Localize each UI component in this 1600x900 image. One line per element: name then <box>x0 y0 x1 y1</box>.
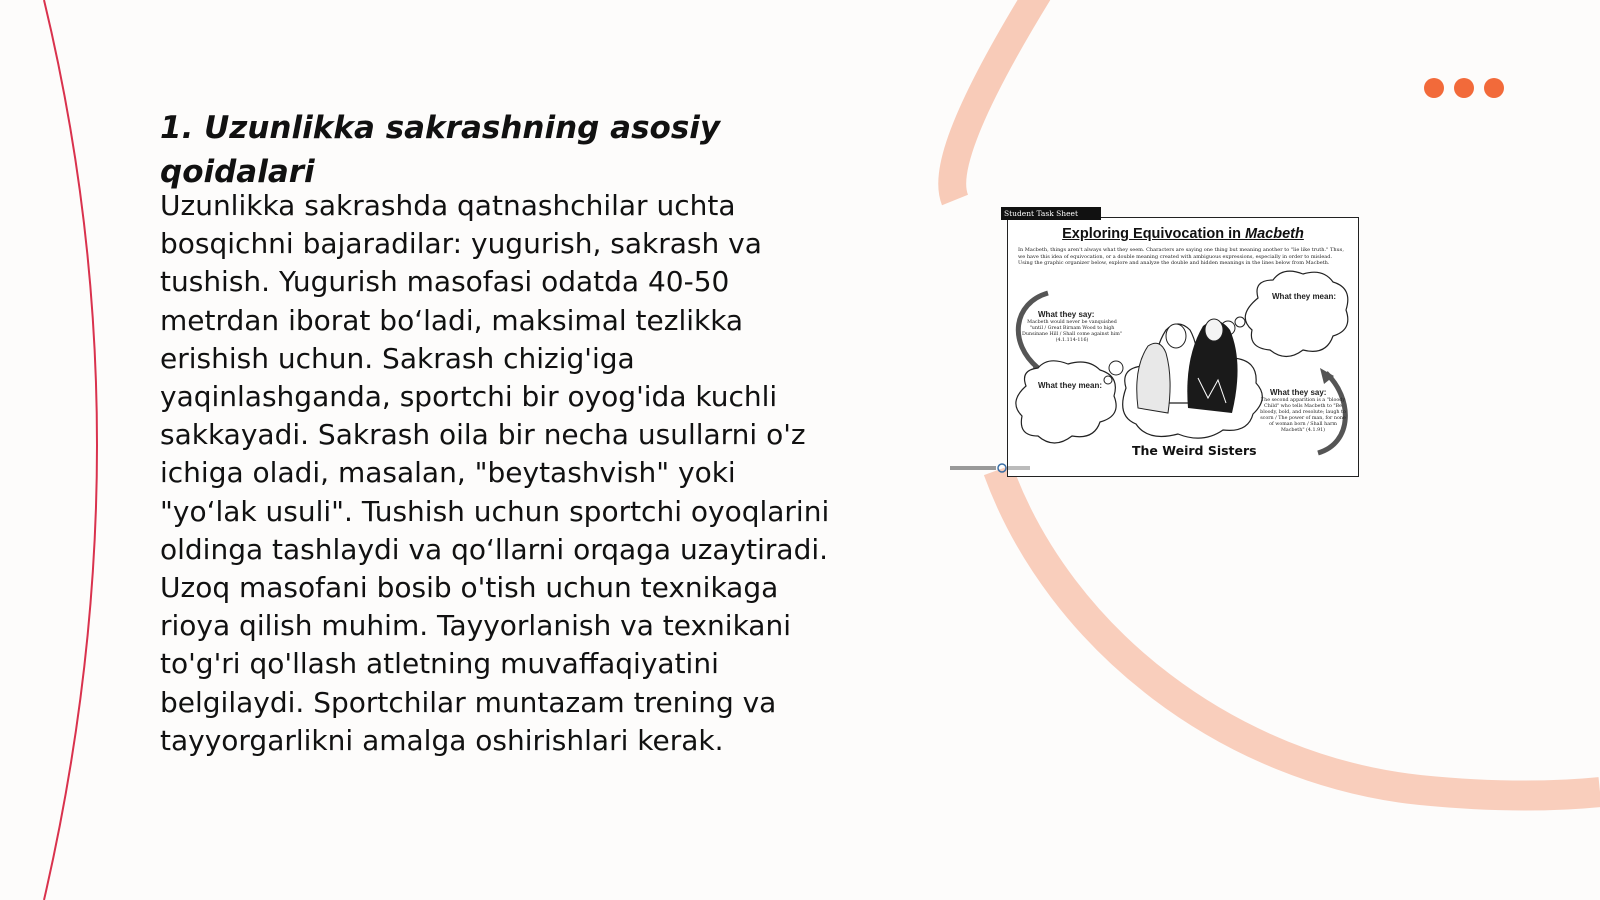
worksheet-intro: In Macbeth, things aren't always what they seem. Characters are saying one thing but meaning another to "lie like truth." Thus, we have this idea of equivocation, or a double meaning created with ambiguous expressions, especially in order to mislead. Using the graphic organizer below, explore and analyze the double and hidden meanings in the lines below from Macbeth. <box>1018 247 1344 267</box>
slide-title: 1. Uzunlikka sakrashning asosiy qoidalari <box>160 110 721 190</box>
dots-menu-icon <box>1424 78 1504 98</box>
right-mean-label: What they mean: <box>1272 292 1337 301</box>
dot-icon <box>1454 78 1474 98</box>
worksheet-title-prefix: Exploring Equivocation in <box>1062 226 1246 242</box>
left-say-label: What they say: <box>1038 310 1095 319</box>
cloud-bubble-top-right <box>1245 271 1348 356</box>
storyboard-logo-icon <box>950 462 1030 474</box>
dot-icon <box>1484 78 1504 98</box>
right-say-label: What they say: <box>1270 388 1327 397</box>
left-mean-label: What they mean: <box>1038 381 1103 390</box>
weird-sisters-illustration <box>1137 319 1238 413</box>
worksheet-tab-label: Student Task Sheet <box>1001 207 1101 220</box>
slide-body-text: Uzunlikka sakrashda qatnashchilar uchta bosqichni bajaradilar: yugurish, sakrash va tushish. Yugurish masofasi odatda 40-50 metrdan iborat bo‘ladi, maksimal tezlikka erishish uchun. Sakrash chizig'iga yaqinlashganda, sportchi bir oyog'ida kuchli sakkayadi. Sakrash oila bir necha usullarni o'z ichiga oladi, masalan, "beytashvish" yoki "yo‘lak usuli". Tushish uchun sportchi oyoqlarini oldinga tashlaydi va qo‘llarni orqaga uzaytiradi. Uzoq masofani bosib o'tish uchun texnikaga rioya qilish muhim. Tayyorlanish va texnikani to'g'ri qo'llash atletning muvaffaqiyatini belgilaydi. Sportchilar muntazam trening va tayyorgarlikni amalga oshirishlari kerak. <box>160 189 830 757</box>
worksheet-title <box>1008 226 1358 242</box>
worksheet-title-emphasis: Macbeth <box>1245 226 1304 242</box>
worksheet-caption: The Weird Sisters <box>1132 443 1257 458</box>
dot-icon <box>1424 78 1444 98</box>
left-say-text: Macbeth would never be vanquished "until / Great Birnam Wood to high Dunsinane Hill / Shall come against him" (4.1.114-116) <box>1022 320 1122 343</box>
peach-arc-decoration <box>952 0 1040 200</box>
worksheet-frame <box>1007 217 1359 477</box>
right-say-text: The second apparition is a "bloody Child" who tells Macbeth to "Be bloody, bold, and resolute; laugh to scorn / The power of man, for none of woman born / Shall harm Macbeth" (4.1.91) <box>1260 398 1346 433</box>
left-red-curve <box>44 0 97 900</box>
peach-arc-decoration-lower <box>998 470 1600 796</box>
worksheet-image <box>1001 207 1359 477</box>
cloud-bubble-bottom-left <box>1016 361 1116 443</box>
